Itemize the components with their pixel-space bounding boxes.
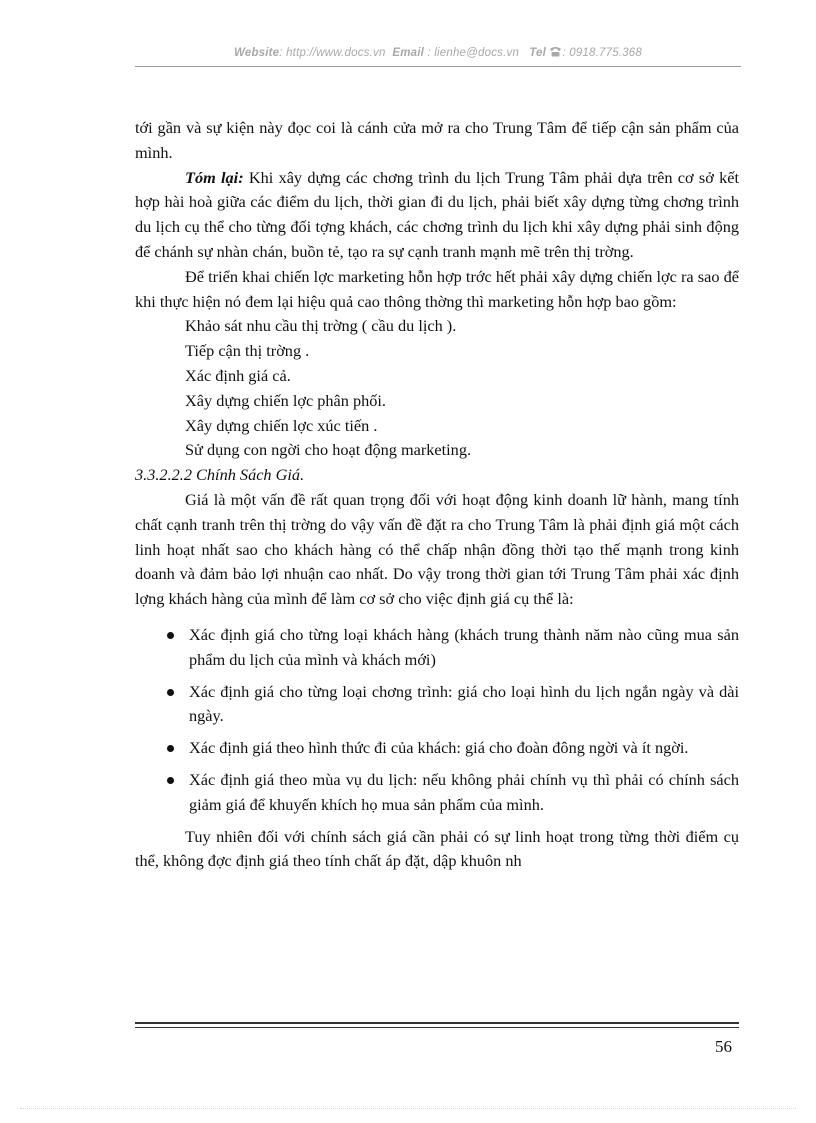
- website-value: : http://www.docs.vn: [279, 47, 386, 59]
- list-item: Sử dụng con ngời cho hoạt động marketing.: [185, 440, 472, 460]
- paragraph-summary: [135, 166, 739, 265]
- footer-divider-thin: [135, 1027, 739, 1028]
- bullet-icon: [167, 689, 174, 696]
- email-value: : lienhe@docs.vn: [427, 47, 520, 59]
- bullet-icon: [167, 745, 174, 752]
- email-label: Email: [392, 47, 425, 59]
- summary-text: Khi xây dựng các chơng trình du lịch Trung Tâm phải dựa trên cơ sở kết hợp hài hoà giữa các điểm du lịch, thời gian đi du lịch, phải biết xây dựng từng chơng trình du lịch cụ thể cho từng đối tợng khách, các chơng trình du lịch khi xây dựng phải sinh động để chánh sự nhàn chán, buồn tẻ, tạo ra sự cạnh tranh mạnh mẽ trên thị trờng.: [135, 167, 739, 261]
- header-divider: [135, 66, 741, 67]
- bullet-icon: [167, 632, 174, 639]
- phone-icon: [549, 46, 562, 57]
- tel-value: : 0918.775.368: [562, 47, 642, 59]
- list-item: Xây dựng chiến lợc xúc tiến .: [185, 415, 378, 435]
- list-item: Xác định giá theo mùa vụ du lịch: nếu không phải chính vụ thì phải có chính sách giảm giá để khuyến khích họ mua sản phẩm của mình.: [135, 768, 739, 818]
- page-header: [135, 46, 741, 59]
- list-item: Xác định giá cho từng loại khách hàng (khách trung thành năm nào cũng mua sản phẩm du lịch của mình và khách mới): [135, 623, 739, 673]
- paragraph-final: Tuy nhiên đối với chính sách giá cần phải có sự linh hoạt trong từng thời điểm cụ thể, không đợc định giá theo tính chất áp đặt, dập khuôn nh: [135, 826, 739, 871]
- list-item: Tiếp cận thị trờng .: [185, 341, 310, 361]
- list-item: Xác định giá theo hình thức đi của khách: giá cho đoàn đông ngời và ít ngời.: [135, 736, 739, 761]
- document-body: [135, 116, 739, 874]
- paragraph-marketing: Để triển khai chiến lợc marketing hỗn hợp trớc hết phải xây dựng chiến lợc ra sao để khi thực hiện nó đem lại hiệu quả cao thông thờng thì marketing hỗn hợp bao gồm:: [135, 266, 739, 311]
- paragraph-pricing: Giá là một vấn đề rất quan trọng đối với hoạt động kinh doanh lữ hành, mang tính chất cạnh tranh trên thị trờng do vậy vấn đề đặt ra cho Trung Tâm là phải định giá một cách linh hoạt nhất sao cho khách hàng có thể chấp nhận đồng thời tạo thế mạnh trong kinh doanh và đảm bảo lợi nhuận cao nhất. Do vậy trong thời gian tới Trung Tâm phải xác định lợng khách hàng của mình để làm cơ sở cho việc định giá cụ thể là:: [135, 489, 739, 609]
- list-item: Xác định giá cả.: [185, 365, 291, 385]
- bottom-dotted-edge: [20, 1108, 796, 1109]
- pricing-bullets: [135, 623, 739, 818]
- footer-divider: [135, 1022, 739, 1024]
- bullet-icon: [167, 777, 174, 784]
- paragraph-1: tới gần và sự kiện này đọc coi là cánh cửa mở ra cho Trung Tâm để tiếp cận sản phẩm của mình.: [135, 118, 739, 162]
- section-heading: 3.3.2.2.2 Chính Sách Giá.: [135, 465, 305, 485]
- marketing-mix-list: [135, 314, 739, 463]
- list-item: Xác định giá cho từng loại chơng trình: giá cho loại hình du lịch ngắn ngày và dài ngày.: [135, 680, 739, 730]
- list-item: Khảo sát nhu cầu thị trờng ( cầu du lịch ).: [185, 316, 457, 336]
- list-item: Xây dựng chiến lợc phân phối.: [185, 390, 387, 410]
- summary-lead: Tóm lại:: [185, 167, 244, 187]
- tel-label: Tel: [529, 47, 547, 59]
- page-number: 56: [715, 1037, 732, 1056]
- website-label: Website: [234, 47, 280, 59]
